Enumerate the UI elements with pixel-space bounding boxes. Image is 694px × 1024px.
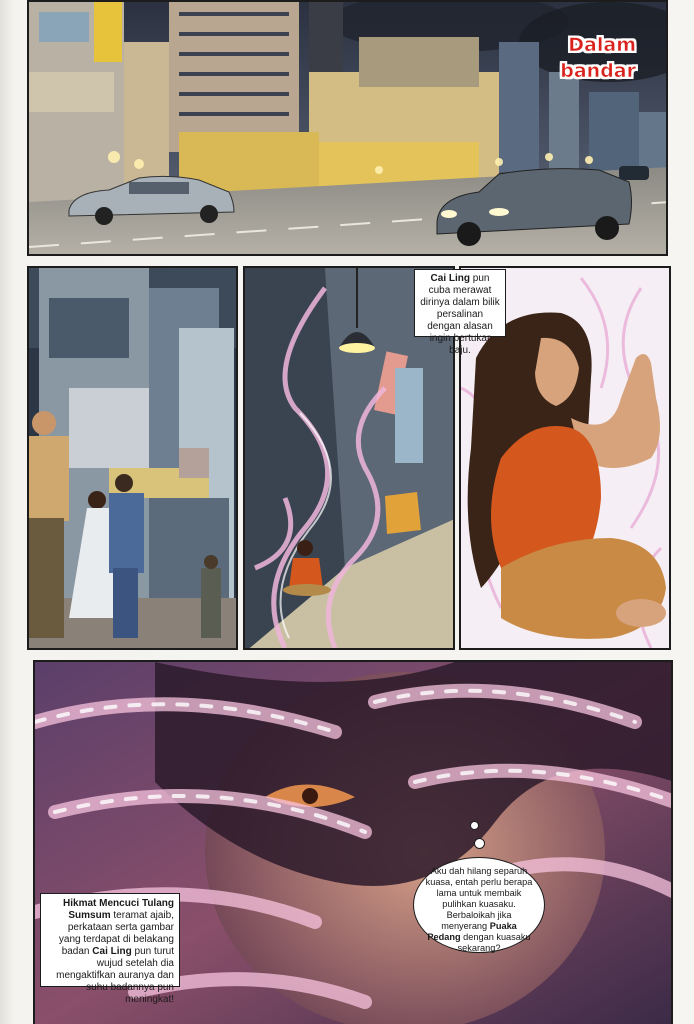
caption-name-cai-ling: Cai Ling	[430, 273, 470, 284]
caption-name-cai-ling-2: Cai Ling	[92, 946, 132, 957]
caption-technique-name: Hikmat Mencuci Tulang Sumsum	[63, 898, 174, 921]
bubble-text-2: dengan kuasaku sekarang?	[457, 932, 531, 953]
couple-walking-art	[29, 268, 238, 650]
caption-text: pun cuba merawat dirinya dalam bilik persalinan dengan alasan ingin bertukar baju.	[420, 273, 500, 356]
thought-dot-small	[470, 821, 479, 830]
location-caption	[560, 32, 636, 84]
panel-city-street	[27, 0, 668, 256]
location-line-1: Dalam	[568, 34, 636, 56]
caption-text-2: pun turut wujud setelah dia mengaktifkan auranya dan suhu badannya pun meningkat!	[56, 946, 174, 1005]
location-line-2: bandar	[560, 60, 636, 82]
caption-text-1: teramat ajaib, perkataan serta gambar yang terdapat di belakang badan	[58, 910, 174, 957]
hikmat-caption	[40, 893, 180, 1005]
thought-dot-large	[474, 838, 485, 849]
man-figure	[29, 411, 69, 638]
bubble-text-1: Aku dah hilang separuh kuasa, entah perlu berapa lama untuk membaik pulihkan kuasaku. Berbaloikah jika menyerang	[425, 866, 533, 931]
thought-bubble	[413, 857, 545, 953]
changing-room-caption	[414, 269, 506, 356]
bubble-name-puaka-pedang: Puaka Pedang	[427, 921, 517, 942]
panel-couple-walking	[27, 266, 238, 650]
